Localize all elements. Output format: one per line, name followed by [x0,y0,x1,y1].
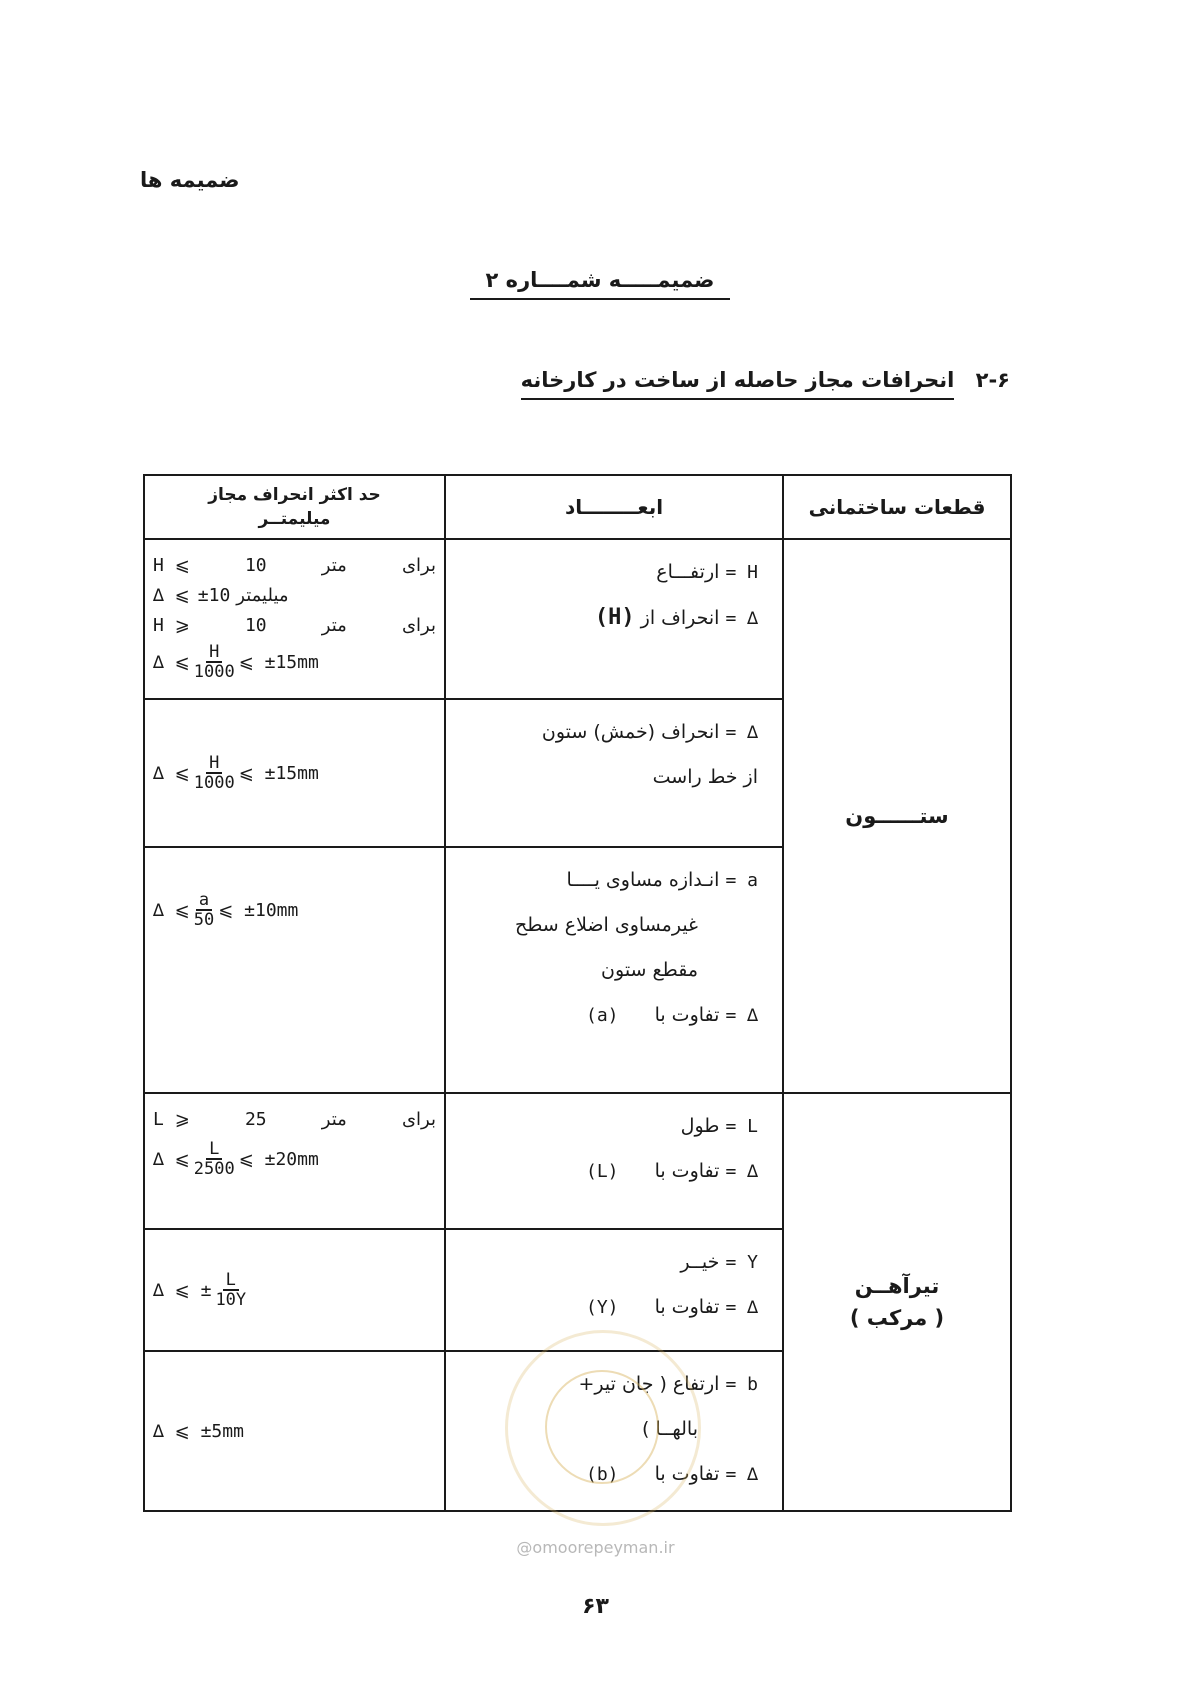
max-deviation-cell [144,699,445,847]
section-heading [490,368,1010,392]
numerator: H [206,754,222,774]
max-line [153,888,436,932]
max-deviation-cell [144,1351,445,1511]
fraction [194,643,235,681]
dim-line [456,595,758,641]
text: طول [680,1115,720,1137]
dimension-cell [445,539,783,699]
symbol: ∆ = [725,1464,758,1485]
beam-label-cell [783,1093,1011,1511]
text: خیــر [680,1251,720,1273]
unit: میلیمتر [236,584,289,606]
fraction [215,1271,246,1309]
variable: (H) [594,605,635,630]
page-number: ۶۳ [582,1594,609,1619]
variable: (Y) [585,1297,619,1318]
dim-line [456,710,758,755]
text: تفاوت با [654,1296,720,1318]
variable: (a) [585,1005,619,1026]
dim-line [456,1240,758,1285]
max-line [153,1104,436,1134]
dimension-cell [445,1093,783,1229]
denominator: 2500 [193,1159,235,1179]
text: انـدازه مساوی یــــا [566,869,720,891]
relation: ∆ ⩽ [153,1148,190,1170]
value: 25 [244,1108,267,1130]
relation: ∆ ⩽ [153,651,190,673]
max-line [153,1267,436,1313]
numerator: H [206,643,222,663]
header-max-deviation [144,475,445,539]
symbol: ∆ = [725,1297,758,1318]
appendix-title: ضمیمـــــه شمــــاره ۲ [470,268,730,300]
symbol: H = [725,562,758,583]
max-deviation-cell [144,1093,445,1229]
section-number: ۲-۶ [975,368,1010,392]
dim-line [456,1149,758,1194]
max-deviation-cell [144,847,445,1093]
limit: ⩽ ±15mm [238,651,319,673]
table-header-row [144,475,1011,539]
header-max-line2: میلیمتــر [258,509,331,529]
limit: ⩽ ±15mm [238,762,319,784]
numerator: a [196,891,212,911]
beam-label: تیرآهــن [854,1274,940,1298]
header-max-line1: حد اکثر انحراف مجاز [208,485,381,505]
symbol: ∆ = [725,608,758,629]
text: ارتفاع ( جان تیر+ [578,1373,720,1395]
variable: (b) [585,1464,619,1485]
text: برای [401,1108,436,1130]
relation: ∆ ⩽ [153,899,190,921]
denominator: 10Y [215,1290,247,1310]
relation: ∆ ⩽ [153,762,190,784]
text: ارتفـــاع [656,561,720,583]
dim-line [456,993,758,1038]
max-line [153,640,436,684]
denominator: 50 [193,910,215,930]
limit: ⩽ ±20mm [238,1148,319,1170]
beam-label-sub: ( مرکب ) [849,1306,945,1330]
dim-line [456,1285,758,1330]
table-row [144,539,1011,699]
fraction [194,891,214,929]
max-deviation-cell [144,1229,445,1351]
appendices-header: ضمیمه ها [140,168,240,192]
text: متر [321,1108,347,1130]
symbol: Y = [725,1252,758,1273]
symbol: b = [725,1374,758,1395]
stamp-gear-icon [545,1370,659,1484]
text: تفاوت با [654,1004,720,1026]
dim-line [456,550,758,595]
dimension-cell [445,847,783,1093]
numerator: L [206,1140,222,1160]
column-label: ستــــــون [845,804,949,828]
dim-line [456,948,758,993]
fraction [194,754,235,792]
dim-line [456,903,758,948]
dimension-cell [445,699,783,847]
numerator: L [223,1271,239,1291]
watermark: @omoorepeyman.ir [516,1538,675,1557]
text: تفاوت با [654,1160,720,1182]
max-line [153,1134,436,1184]
text: انحراف از [640,607,720,629]
symbol: ∆ = [725,1161,758,1182]
header-dimensions: ابعــــــــاد [445,475,783,539]
symbol: L = [725,1116,758,1137]
value: 10 [244,614,267,636]
table-row [144,1093,1011,1229]
text: غیرمساوی اضلاع سطح [514,914,698,936]
symbol: a = [725,870,758,891]
text: تفاوت با [654,1463,720,1485]
symbol: ∆ = [725,1005,758,1026]
relation: ∆ ⩽ ± [153,1279,212,1301]
text: بالهــا ) [642,1418,698,1440]
relation: H ⩽ [153,554,190,576]
max-line [153,1416,436,1446]
text: مقطع ستون [601,959,698,981]
relation: H ⩾ [153,614,190,636]
text: از خط راست [652,766,758,788]
section-title: انحرافات مجاز حاصله از ساخت در کارخانه [521,368,955,400]
header-structural-element: قطعات ساختمانی [783,475,1011,539]
limit: ⩽ ±10mm [218,899,299,921]
relation: L ⩾ [153,1108,190,1130]
max-line [153,751,436,795]
text: انحراف (خمش) ستون [541,721,720,743]
value: 10 [244,554,267,576]
text: متر [321,614,347,636]
limit: ∆ ⩽ ±5mm [153,1420,244,1442]
dim-line [456,755,758,800]
max-deviation-cell [144,539,445,699]
max-line [153,610,436,640]
value: ±10 [197,584,231,606]
dim-line [456,858,758,903]
denominator: 1000 [193,773,235,793]
relation: ∆ ⩽ [153,584,190,606]
text: برای [401,614,436,636]
symbol: ∆ = [725,722,758,743]
dim-line [456,1104,758,1149]
text: برای [401,554,436,576]
variable: (L) [585,1161,619,1182]
max-line [153,580,436,610]
fraction [194,1140,235,1178]
denominator: 1000 [193,662,235,682]
max-line [153,550,436,580]
column-label-cell [783,539,1011,1093]
text: متر [321,554,347,576]
